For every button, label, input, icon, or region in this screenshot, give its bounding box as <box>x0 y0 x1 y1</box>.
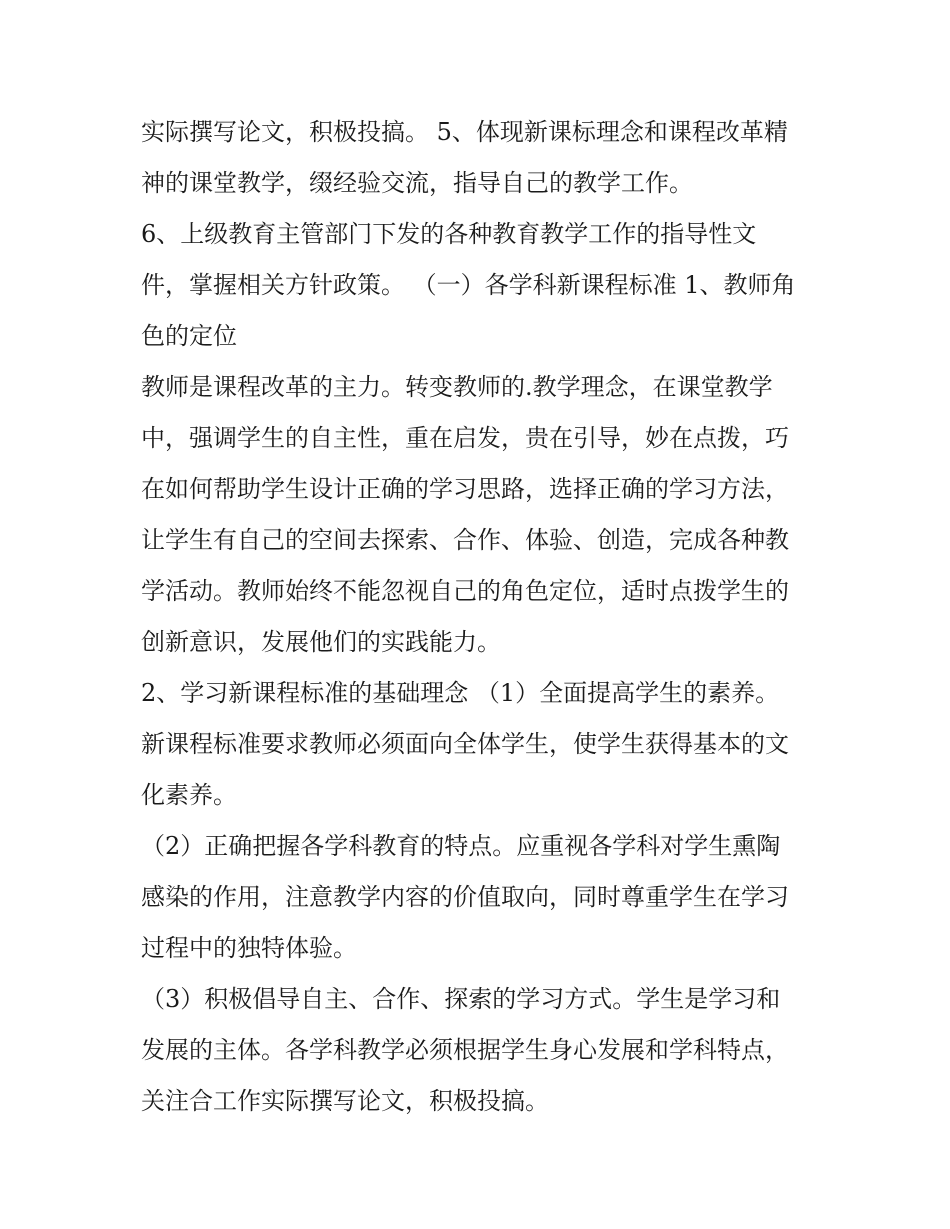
text-line: 发展的主体。各学科教学必须根据学生身心发展和学科特点， <box>141 1036 789 1064</box>
text-line: 创新意识，发展他们的实践能力。 <box>141 628 501 656</box>
text-line: 过程中的独特体验。 <box>141 934 357 962</box>
text-line: 教师是课程改革的主力。转变教师的.教学理念，在课堂教学 <box>141 373 773 401</box>
text-line: 化素养。 <box>141 781 237 809</box>
text-line: 实际撰写论文，积极投搞。 5、体现新课标理念和课程改革精 <box>141 118 788 146</box>
text-line: （3）积极倡导自主、合作、探索的学习方式。学生是学习和 <box>141 985 781 1013</box>
text-line: （2）正确把握各学科教育的特点。应重视各学科对学生熏陶 <box>141 832 781 860</box>
text-line: 神的课堂教学，缀经验交流，指导自己的教学工作。 <box>141 169 693 197</box>
text-line: 件，掌握相关方针政策。 （一）各学科新课程标准 1、教师角 <box>141 271 796 299</box>
text-line: 关注合工作实际撰写论文，积极投搞。 <box>141 1087 549 1115</box>
text-line: 6、上级教育主管部门下发的各种教育教学工作的指导性文 <box>141 220 757 248</box>
text-line: 色的定位 <box>141 322 237 350</box>
text-line: 感染的作用，注意教学内容的价值取向，同时尊重学生在学习 <box>141 883 789 911</box>
text-line: 2、学习新课程标准的基础理念 （1）全面提高学生的素养。 <box>141 679 780 707</box>
text-line: 在如何帮助学生设计正确的学习思路，选择正确的学习方法， <box>141 475 789 503</box>
text-line: 中，强调学生的自主性，重在启发，贵在引导，妙在点拨，巧 <box>141 424 789 452</box>
text-line: 让学生有自己的空间去探索、合作、体验、创造，完成各种教 <box>141 526 789 554</box>
text-line: 学活动。教师始终不能忽视自己的角色定位，适时点拨学生的 <box>141 577 789 605</box>
text-line: 新课程标准要求教师必须面向全体学生，使学生获得基本的文 <box>141 730 789 758</box>
document-body <box>141 107 821 1127</box>
